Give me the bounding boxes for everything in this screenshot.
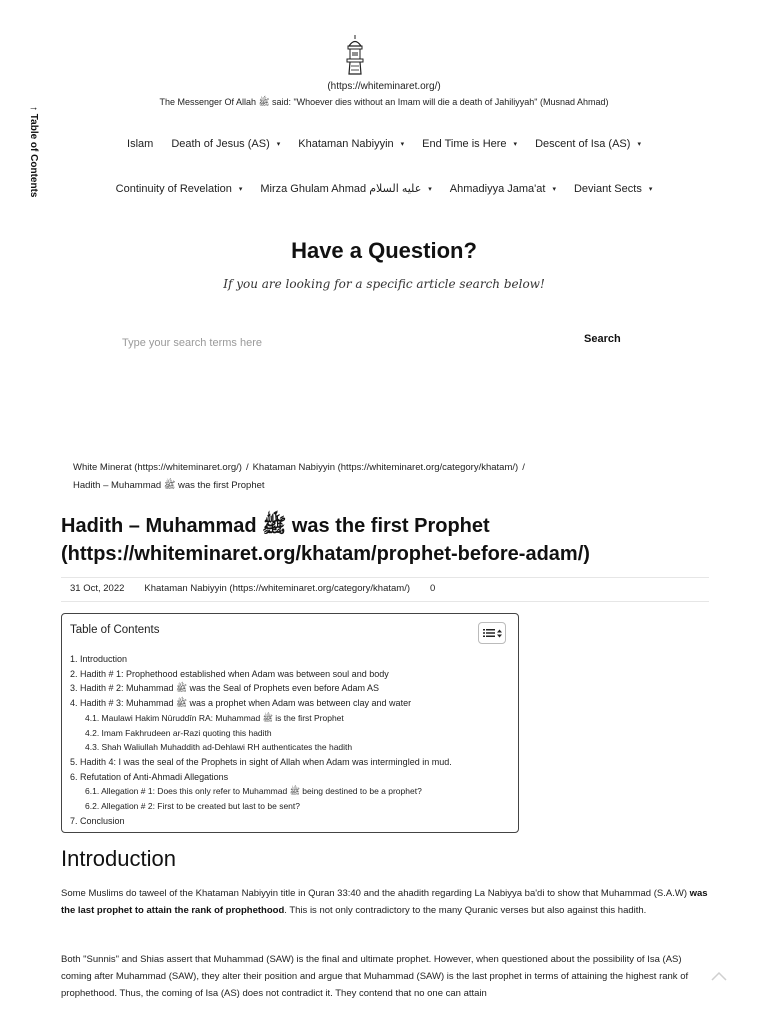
- toc-item[interactable]: [70, 681, 510, 696]
- nav-item-death-of-jesus[interactable]: [171, 138, 280, 150]
- intro-text: Some Muslims do taweel of the Khataman Nabiyyin title in Quran 33:40 and the ahadith regarding La Nabiyya ba'di to show that Muhammad (S.A.W): [61, 888, 690, 899]
- toc-link[interactable]: 4.1. Maulawi Hakim Nūruddīn RA: Muhammad ﷺ is the first Prophet: [85, 712, 344, 723]
- nav-item-label: Death of Jesus (AS): [171, 138, 270, 150]
- nav-item-label: End Time is Here: [422, 138, 507, 150]
- toc-list: [70, 652, 510, 828]
- toc-toggle-button[interactable]: [478, 622, 506, 644]
- nav-item-end-time[interactable]: [422, 138, 517, 150]
- breadcrumb-separator: /: [522, 462, 525, 473]
- caret-down-icon: ▾: [513, 141, 518, 148]
- toc-link[interactable]: 4.3. Shah Waliullah Muhaddith ad-Dehlawi RH authenticates the hadith: [85, 742, 353, 753]
- nav-item-ahmadiyya-jamaat[interactable]: [450, 182, 556, 195]
- minaret-logo-icon[interactable]: [342, 34, 368, 76]
- toc-subitem[interactable]: [70, 711, 510, 726]
- nav-item-label: Khataman Nabiyyin: [298, 138, 394, 150]
- toc-subitem[interactable]: [70, 726, 510, 741]
- toc-link[interactable]: 6.1. Allegation # 1: Does this only refer to Muhammad ﷺ being destined to be a prophet?: [85, 786, 422, 797]
- toc-link[interactable]: 5. Hadith 4: I was the seal of the Prophets in sight of Allah when Adam was intermingled in mud.: [70, 756, 452, 767]
- intro-bold-text: was the last prophet to attain the rank of prophethood: [61, 888, 708, 916]
- caret-down-icon: ▾: [552, 185, 556, 193]
- caret-down-icon: ▾: [648, 185, 653, 193]
- search-button[interactable]: Search: [580, 331, 625, 347]
- toc-link[interactable]: 7. Conclusion: [70, 815, 125, 826]
- toc-item[interactable]: [70, 652, 510, 667]
- nav-item-label: Deviant Sects: [573, 182, 642, 195]
- breadcrumb-separator: /: [245, 462, 249, 473]
- search-subheading: If you are looking for a specific article search below!: [223, 277, 545, 291]
- breadcrumb-category-link[interactable]: Khataman Nabiyyin (https://whiteminaret.org/category/khatam/): [252, 462, 519, 473]
- breadcrumb: [73, 459, 693, 495]
- toc-box: [61, 613, 519, 833]
- list-toggle-icon: [483, 628, 495, 638]
- intro-text: . This is not only contradictory to the many Quranic verses but also against this hadith.: [284, 905, 647, 916]
- nav-item-mirza-ghulam-ahmad[interactable]: [260, 182, 431, 195]
- updown-chevron-icon: [497, 629, 502, 638]
- breadcrumb-home-link[interactable]: White Minerat (https://whiteminaret.org/): [73, 462, 242, 473]
- post-date: 31 Oct, 2022: [70, 583, 125, 594]
- nav-item-label: Mirza Ghulam Ahmad عليه السلام: [260, 183, 422, 195]
- caret-down-icon: ▾: [637, 141, 641, 148]
- nav-item-label: Islam: [127, 138, 154, 150]
- toc-item[interactable]: [70, 667, 510, 682]
- toc-link[interactable]: 3. Hadith # 2: Muhammad ﷺ was the Seal of Prophets even before Adam AS: [70, 683, 380, 694]
- toc-subitem[interactable]: [70, 799, 510, 814]
- toc-link[interactable]: 6.2. Allegation # 2: First to be created but last to be sent?: [85, 801, 300, 812]
- meta-divider-bottom: [61, 601, 709, 602]
- post-category-link[interactable]: Khataman Nabiyyin (https://whiteminaret.org/category/khatam/): [144, 583, 410, 594]
- caret-down-icon: ▾: [400, 141, 405, 148]
- site-url-link[interactable]: (https://whiteminaret.org/): [327, 81, 441, 92]
- post-comment-count[interactable]: 0: [430, 583, 436, 594]
- toc-item[interactable]: [70, 755, 510, 770]
- toc-link[interactable]: 4.2. Imam Fakhrudeen ar-Razi quoting this hadith: [85, 727, 272, 738]
- toc-subitem[interactable]: [70, 784, 510, 799]
- intro-paragraph-1: [61, 885, 709, 919]
- toc-item[interactable]: [70, 696, 510, 711]
- caret-down-icon: ▾: [238, 185, 243, 193]
- toc-item[interactable]: [70, 814, 510, 829]
- chevron-up-icon[interactable]: [710, 968, 728, 984]
- nav-item-islam[interactable]: [127, 138, 153, 150]
- toc-link[interactable]: 6. Refutation of Anti-Ahmadi Allegations: [70, 771, 229, 782]
- search-input[interactable]: [120, 332, 544, 354]
- search-heading: Have a Question?: [291, 238, 477, 263]
- intro-heading: Introduction: [61, 846, 176, 871]
- main-nav-row-1: [0, 138, 768, 150]
- meta-divider-top: [61, 577, 709, 578]
- intro-paragraph-2: Both "Sunnis" and Shias assert that Muhammad (SAW) is the final and ultimate prophet. However, when questioned about the possibility of Isa (AS) coming after Muhammad (SAW), they alter their position and argue that Muhammad (SAW) is the last prophet in terms of attaining the highest rank of prophethood. Thus, the coming of Isa (AS) does not contradict it. They contend that no one can attain: [61, 954, 689, 999]
- site-tagline: The Messenger Of Allah ﷺ said: "Whoever dies without an Imam will die a death of Jahiliyyah" (Musnad Ahmad): [159, 97, 609, 107]
- side-toc-label: ↑ Table of Contents: [28, 106, 39, 198]
- toc-title: Table of Contents: [70, 624, 160, 636]
- nav-item-descent-of-isa[interactable]: [535, 138, 641, 150]
- toc-subitem[interactable]: [70, 740, 510, 755]
- nav-item-label: Ahmadiyya Jama'at: [449, 182, 546, 195]
- toc-item[interactable]: [70, 770, 510, 785]
- post-meta: [70, 583, 435, 594]
- nav-item-khataman-nabiyyin[interactable]: [298, 138, 404, 150]
- toc-link[interactable]: 1. Introduction: [70, 654, 128, 664]
- breadcrumb-current: Hadith – Muhammad ﷺ was the first Prophet: [73, 480, 265, 491]
- nav-item-label: Continuity of Revelation: [115, 182, 232, 195]
- main-nav-row-2: [0, 182, 768, 195]
- nav-item-continuity-of-revelation[interactable]: [116, 182, 243, 195]
- toc-link[interactable]: 4. Hadith # 3: Muhammad ﷺ was a prophet when Adam was between clay and water: [70, 698, 412, 709]
- toc-link[interactable]: 2. Hadith # 1: Prophethood established when Adam was between soul and body: [70, 668, 389, 679]
- nav-item-deviant-sects[interactable]: [574, 182, 652, 195]
- caret-down-icon: ▾: [428, 185, 432, 193]
- caret-down-icon: ▾: [276, 141, 281, 148]
- post-title: Hadith – Muhammad ﷺ was the first Prophet (https://whiteminaret.org/khatam/prophet-before-adam/): [61, 515, 590, 565]
- nav-item-label: Descent of Isa (AS): [535, 138, 631, 150]
